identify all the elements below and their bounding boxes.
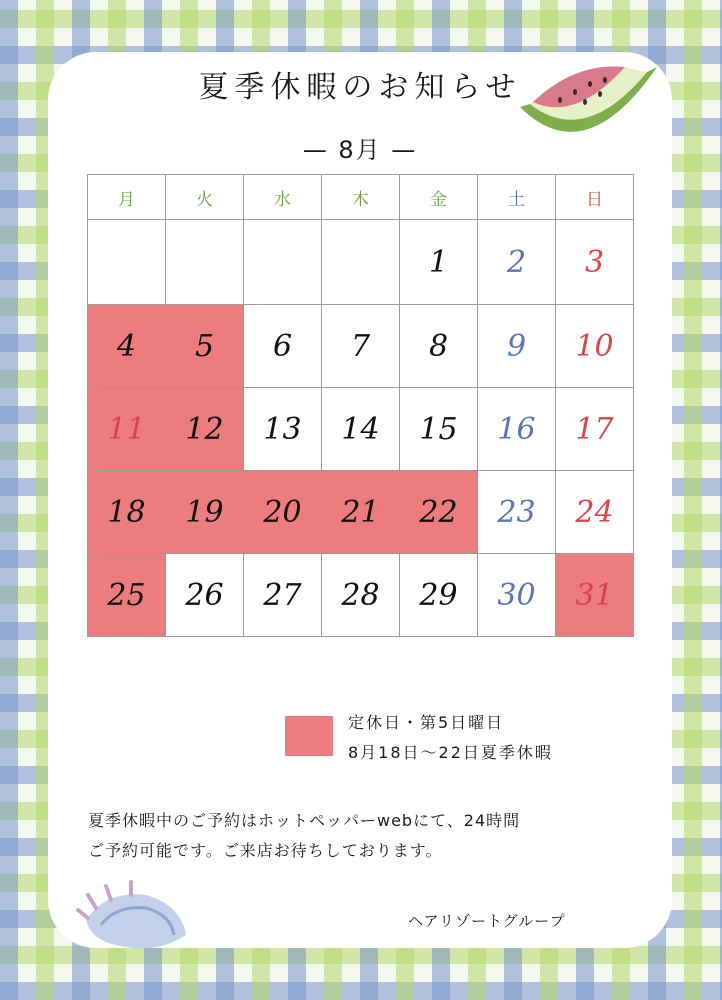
day-cell-holiday: 18: [88, 471, 166, 554]
day-cell-holiday: 21: [322, 471, 400, 554]
day-cell-saturday: 9: [478, 305, 556, 388]
weekday-wed: 水: [244, 175, 322, 220]
day-cell-saturday: 23: [478, 471, 556, 554]
day-cell: 15: [400, 388, 478, 471]
day-cell: 29: [400, 554, 478, 637]
legend-line-1: 定休日・第5日曜日: [348, 713, 505, 732]
day-cell-holiday: 5: [166, 305, 244, 388]
day-cell: 1: [400, 220, 478, 305]
day-cell: 27: [244, 554, 322, 637]
day-cell: 14: [322, 388, 400, 471]
day-cell-holiday: 20: [244, 471, 322, 554]
day-cell: 7: [322, 305, 400, 388]
day-cell-saturday: 2: [478, 220, 556, 305]
weekday-thu: 木: [322, 175, 400, 220]
day-cell: [166, 220, 244, 305]
weekday-sat: 土: [478, 175, 556, 220]
notice-line-2: ご予約可能です。ご来店お待ちしております。: [88, 841, 443, 860]
weekday-fri: 金: [400, 175, 478, 220]
page-title: 夏季休暇のお知らせ: [198, 70, 522, 105]
calendar-week-2: [88, 305, 634, 388]
day-cell-holiday: 22: [400, 471, 478, 554]
weekday-tue: 火: [166, 175, 244, 220]
seashell-illustration: [76, 880, 196, 960]
day-cell: [88, 220, 166, 305]
day-cell: 8: [400, 305, 478, 388]
day-cell-holiday: 12: [166, 388, 244, 471]
holiday-legend-swatch: [285, 716, 333, 756]
day-cell-holiday: 25: [88, 554, 166, 637]
day-cell: 6: [244, 305, 322, 388]
day-cell: 28: [322, 554, 400, 637]
day-cell: [244, 220, 322, 305]
calendar-week-1: [88, 220, 634, 305]
day-cell-holiday: 4: [88, 305, 166, 388]
august-calendar: [87, 174, 634, 637]
day-cell: [322, 220, 400, 305]
day-cell-sunday: 17: [556, 388, 634, 471]
calendar-week-3: [88, 388, 634, 471]
day-cell-sunday: 24: [556, 471, 634, 554]
weekday-sun: 日: [556, 175, 634, 220]
day-cell: 13: [244, 388, 322, 471]
legend-line-2: 8月18日〜22日夏季休暇: [348, 743, 553, 762]
day-cell: 26: [166, 554, 244, 637]
company-name: ヘアリゾートグループ: [408, 912, 566, 930]
month-heading: — 8月 —: [302, 136, 418, 164]
reservation-notice: [88, 806, 658, 866]
notice-line-1: 夏季休暇中のご予約はホットペッパーwebにて、24時間: [88, 811, 521, 830]
day-cell-holiday: 19: [166, 471, 244, 554]
day-cell-sunday: 3: [556, 220, 634, 305]
weekday-header-row: [88, 175, 634, 220]
day-cell-saturday: 30: [478, 554, 556, 637]
day-cell-holiday: 11: [88, 388, 166, 471]
weekday-mon: 月: [88, 175, 166, 220]
holiday-legend: [348, 708, 553, 768]
day-cell-holiday-sunday: 31: [556, 554, 634, 637]
day-cell-saturday: 16: [478, 388, 556, 471]
calendar-week-5: [88, 554, 634, 637]
day-cell-sunday: 10: [556, 305, 634, 388]
calendar-week-4: [88, 471, 634, 554]
